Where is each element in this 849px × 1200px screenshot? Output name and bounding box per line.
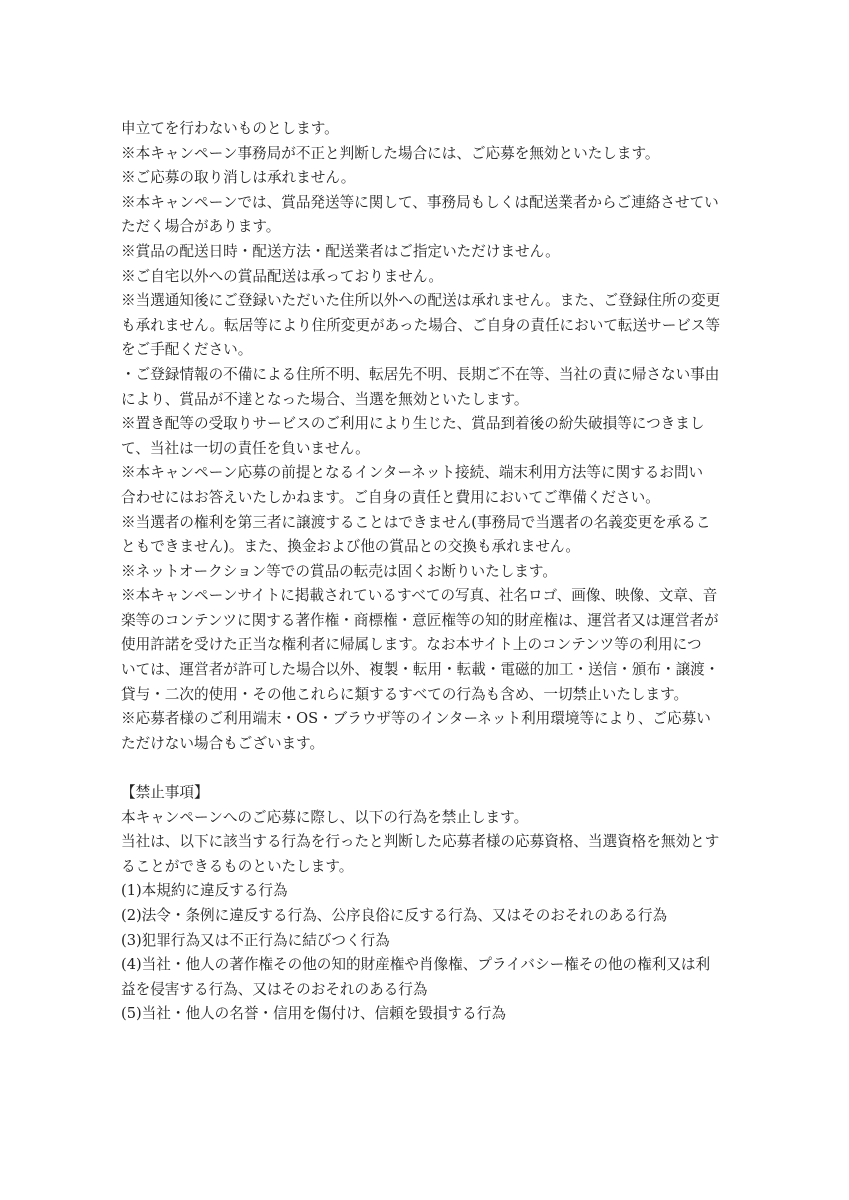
prohibited-item: (4)当社・他人の著作権その他の知的財産権や肖像権、プライバシー権その他の権利又は利 [121,956,711,974]
notes-line: 申立てを行わないものとします。 [121,120,339,137]
notes-line: ※ネットオークション等での賞品の転売は固くお断りいたします。 [121,562,557,580]
prohibited-line: 当社は、以下に該当する行為を行ったと判断した応募者様の応募資格、当選資格を無効とす [121,833,720,851]
notes-line: により、賞品が不達となった場合、当選を無効といたします。 [121,390,529,408]
notes-line: ※当選通知後にご登録いただいた住所以外への配送は承れません。また、ご登録住所の変更 [121,292,721,310]
notes-line: ※ご自宅以外への賞品配送は承っておりません。 [121,267,443,285]
section-heading: 【禁止事項】 [121,784,209,802]
notes-line: 使用許諾を受けた正当な権利者に帰属します。なお本サイト上のコンテンツ等の利用につ [121,636,702,654]
document-body [121,117,725,1027]
notes-line: ※本キャンペーンサイトに掲載されているすべての写真、社名ロゴ、画像、映像、文章、音 [121,587,718,605]
prohibited-item: (5)当社・他人の名誉・信用を傷付け、信頼を毀損する行為 [121,1005,506,1023]
notes-line: いては、運営者が許可した場合以外、複製・転用・転載・電磁的加工・送信・頒布・譲渡・ [121,661,720,679]
prohibited-item: 益を侵害する行為、又はそのおそれのある行為 [121,980,428,998]
prohibited-item: (2)法令・条例に違反する行為、公序良俗に反する行為、又はそのおそれのある行為 [121,907,668,924]
notes-line: ※置き配等の受取りサービスのご利用により生じた、賞品到着後の紛失破損等につきまし [121,415,705,433]
prohibited-line: 本キャンペーンへのご応募に際し、以下の行為を禁止します。 [121,808,529,826]
prohibited-line: ることができるものといたします。 [121,857,354,875]
notes-line: 合わせにはお答えいたしかねます。ご自身の責任と費用においてご準備ください。 [121,488,660,506]
notes-line: 貸与・二次的使用・その他これらに類するすべての行為も含め、一切禁止いたします。 [121,685,689,703]
notes-line: ※本キャンペーンでは、賞品発送等に関して、事務局もしくは配送業者からご連絡させてい [121,193,719,211]
notes-line: ※本キャンペーン応募の前提となるインターネット接続、端末利用方法等に関するお問い [121,464,704,482]
prohibited-item: (3)犯罪行為又は不正行為に結びつく行為 [121,931,390,949]
notes-line: をご手配ください。 [121,341,253,359]
notes-line: て、当社は一切の責任を負いません。 [121,439,370,457]
prohibited-item: (1)本規約に違反する行為 [121,882,288,900]
notes-line: ※当選者の権利を第三者に譲渡することはできません(事務局で当選者の名義変更を承るこ [121,513,711,531]
paragraph-spacer [121,756,725,781]
notes-line: ただけない場合もございます。 [121,734,325,752]
notes-line: ともできません)。また、換金および他の賞品との交換も承れません。 [121,538,580,556]
notes-line: も承れません。転居等により住所変更があった場合、ご自身の責任において転送サービス等 [121,316,721,334]
notes-line: 楽等のコンテンツに関する著作権・商標権・意匠権等の知的財産権は、運営者又は運営者が [121,611,719,629]
notes-line: ただく場合があります。 [121,218,281,236]
notes-line: ・ご登録情報の不備による住所不明、転居先不明、長期ご不在等、当社の責に帰さない事由 [121,365,720,383]
notes-line: ※ご応募の取り消しは承れません。 [121,169,356,187]
notes-line: ※賞品の配送日時・配送方法・配送業者はご指定いただけません。 [121,242,560,260]
notes-line: ※応募者様のご利用端末・OS・ブラウザ等のインターネット利用環境等により、ご応募い [121,710,711,728]
notes-line: ※本キャンペーン事務局が不正と判断した場合には、ご応募を無効といたします。 [121,144,660,162]
